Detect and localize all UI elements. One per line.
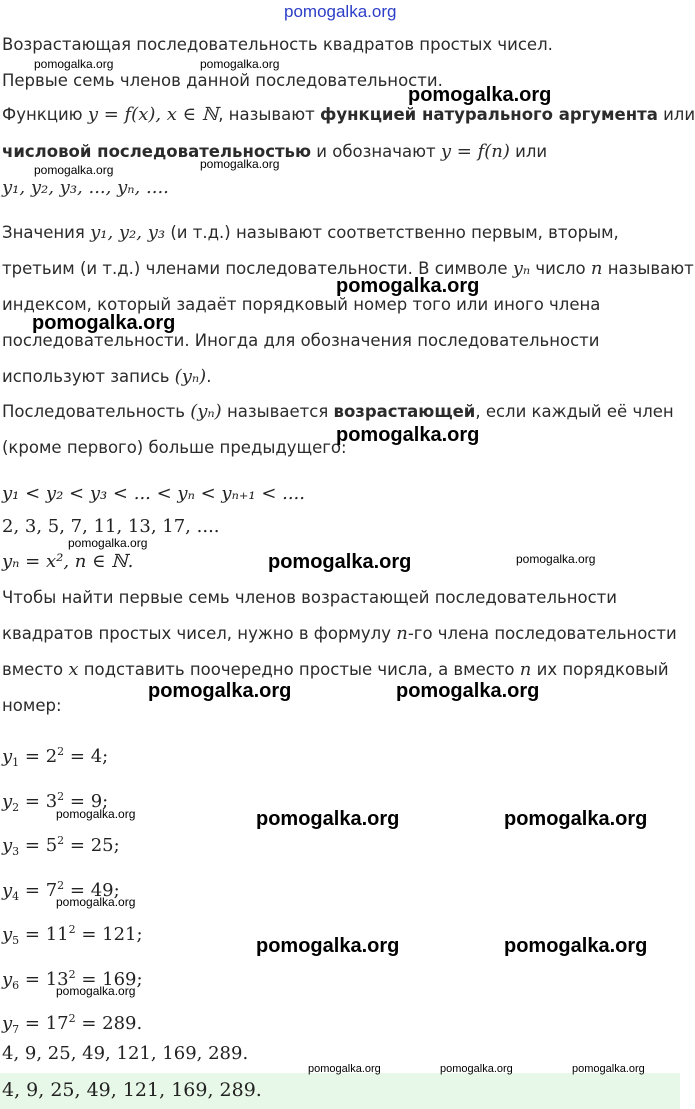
eq-base: 5 xyxy=(45,835,58,856)
text-line-19: номер: xyxy=(2,696,62,715)
math-n: n xyxy=(396,623,408,644)
eq-value: 4 xyxy=(90,746,103,767)
eq-value: 49 xyxy=(90,880,114,901)
math-function-def: y = f(x), x ∈ ℕ xyxy=(87,104,219,125)
watermark: pomogalka.org xyxy=(504,935,648,957)
text-span: подставить поочередно простые числа, а вместо xyxy=(78,660,520,679)
text-line-18 xyxy=(2,659,669,681)
watermark: pomogalka.org xyxy=(336,275,480,297)
equation-y5: $y_5 = 11^2 = 121$; xyxy=(2,923,143,947)
text-line-10 xyxy=(2,366,211,388)
watermark: pomogalka.org xyxy=(572,1063,645,1075)
watermark: pomogalka.org xyxy=(268,551,412,573)
watermark: pomogalka.org xyxy=(34,163,114,177)
eq-value: 289 xyxy=(102,1013,137,1034)
equation-y7: $y_7 = 17^2 = 289$. xyxy=(2,1012,143,1036)
eq-value: 9 xyxy=(90,791,103,812)
math-terms: y₁, y₂, y₃ xyxy=(90,222,166,243)
math-formula-yn xyxy=(2,550,133,574)
math-x: x xyxy=(68,659,79,680)
math-n: n xyxy=(590,258,603,279)
math-yn-paren: (yₙ) xyxy=(190,401,222,422)
equation-y6: $y_6 = 13^2 = 169$; xyxy=(2,968,143,992)
text-span: их порядковый xyxy=(531,660,669,679)
watermark: pomogalka.org xyxy=(256,935,400,957)
watermark: pomogalka.org xyxy=(408,84,552,106)
math-yn: yₙ xyxy=(512,258,531,279)
text-span: , называют xyxy=(218,105,320,124)
eq-base: 17 xyxy=(45,1013,69,1034)
watermark: pomogalka.org xyxy=(256,808,400,830)
header-site-link[interactable]: pomogalka.org xyxy=(284,2,397,21)
text-span: и обозначают xyxy=(311,142,441,161)
math-sequence-notation: y₁, y₂, y₃, ..., yₙ, .... xyxy=(2,177,169,198)
text-span: используют запись xyxy=(2,367,175,386)
watermark: pomogalka.org xyxy=(32,312,176,334)
text-span: называется xyxy=(221,402,334,421)
math-primes-list: 2, 3, 5, 7, 11, 13, 17, .... xyxy=(2,516,220,537)
eq-base: 13 xyxy=(45,969,69,990)
text-span: Значения xyxy=(2,223,91,242)
watermark: pomogalka.org xyxy=(396,680,540,702)
equation-y4: $y_4 = 7^2 = 49$; xyxy=(2,879,120,903)
text-span: , если каждый её член xyxy=(475,402,674,421)
watermark: pomogalka.org xyxy=(148,680,292,702)
text-span: . xyxy=(206,367,212,386)
text-span: число xyxy=(530,259,591,278)
math-text: yₙ = x², n ∈ ℕ. xyxy=(2,551,134,572)
equation-y3: $y_3 = 5^2 = 25$; xyxy=(2,834,120,858)
text-line-5 xyxy=(2,177,169,199)
text-span: вместо xyxy=(2,660,69,679)
text-line-11 xyxy=(2,401,674,423)
watermark: pomogalka.org xyxy=(56,984,136,998)
text-span: или xyxy=(509,142,548,161)
text-line-2: Первые семь членов данной последовательности. xyxy=(2,71,443,90)
eq-subscript: 1 xyxy=(12,756,20,769)
watermark: pomogalka.org xyxy=(308,1063,381,1075)
text-span: или xyxy=(657,105,695,124)
term-natural-argument-function: функцией натурального аргумента xyxy=(319,105,658,124)
equation-y1: $y_1 = 2^2 = 4$; xyxy=(2,745,109,769)
watermark: pomogalka.org xyxy=(34,57,114,71)
watermark: pomogalka.org xyxy=(504,808,648,830)
eq-subscript: 7 xyxy=(12,1023,20,1036)
text-span: -го члена последовательности xyxy=(407,624,677,643)
watermark: pomogalka.org xyxy=(516,552,596,566)
eq-base: 11 xyxy=(45,924,69,945)
eq-subscript: 3 xyxy=(12,845,20,858)
text-line-16: Чтобы найти первые семь членов возрастающей последовательности xyxy=(2,588,618,607)
watermark: pomogalka.org xyxy=(68,536,148,550)
text-span: третьим (и т.д.) членами последовательности. В символе xyxy=(2,259,513,278)
text-span: называют xyxy=(602,259,694,278)
eq-value: 25 xyxy=(90,835,114,856)
equation-y2: $y_2 = 3^2 = 9$; xyxy=(2,790,109,814)
text-line-6 xyxy=(2,222,619,244)
eq-subscript: 5 xyxy=(12,934,20,947)
watermark: pomogalka.org xyxy=(200,57,280,71)
watermark: pomogalka.org xyxy=(200,157,280,171)
answer-sequence: 4, 9, 25, 49, 121, 169, 289. xyxy=(2,1079,262,1101)
term-increasing: возрастающей xyxy=(333,402,476,421)
text-line-1: Возрастающая последовательность квадратов простых чисел. xyxy=(2,35,553,54)
eq-subscript: 4 xyxy=(12,890,20,903)
eq-base: 7 xyxy=(45,880,58,901)
text-span: Функцию xyxy=(2,105,88,124)
text-line-3 xyxy=(2,104,695,126)
term-numeric-sequence: числовой последовательностью xyxy=(2,142,312,161)
watermark: pomogalka.org xyxy=(440,1063,513,1075)
watermark: pomogalka.org xyxy=(56,895,136,909)
watermark: pomogalka.org xyxy=(336,424,480,446)
math-yn-paren: (yₙ) xyxy=(174,366,207,387)
math-text: y₁ < y₂ < y₃ < ... < yₙ < yₙ₊₁ < .... xyxy=(2,483,306,504)
text-span: (и т.д.) называют соответственно первым, вторым, xyxy=(165,223,619,242)
eq-subscript: 6 xyxy=(12,979,20,992)
math-n: n xyxy=(519,659,532,680)
math-inequality-chain xyxy=(2,482,305,506)
result-sequence: 4, 9, 25, 49, 121, 169, 289. xyxy=(2,1043,249,1064)
eq-value: 121 xyxy=(102,924,137,945)
text-line-12: (кроме первого) больше предыдущего: xyxy=(2,438,347,457)
eq-value: 169 xyxy=(102,969,137,990)
text-line-9: последовательности. Иногда для обозначения последовательности xyxy=(2,331,600,350)
eq-subscript: 2 xyxy=(12,801,20,814)
text-line-8: индексом, который задаёт порядковый номер того или иного члена xyxy=(2,295,601,314)
watermark: pomogalka.org xyxy=(56,807,136,821)
eq-base: 3 xyxy=(45,791,58,812)
math-fn: y = f(n) xyxy=(440,141,510,162)
text-span: Последовательность xyxy=(2,402,191,421)
eq-base: 2 xyxy=(45,746,58,767)
text-line-17 xyxy=(2,623,677,645)
text-span: квадратов простых чисел, нужно в формулу xyxy=(2,624,397,643)
